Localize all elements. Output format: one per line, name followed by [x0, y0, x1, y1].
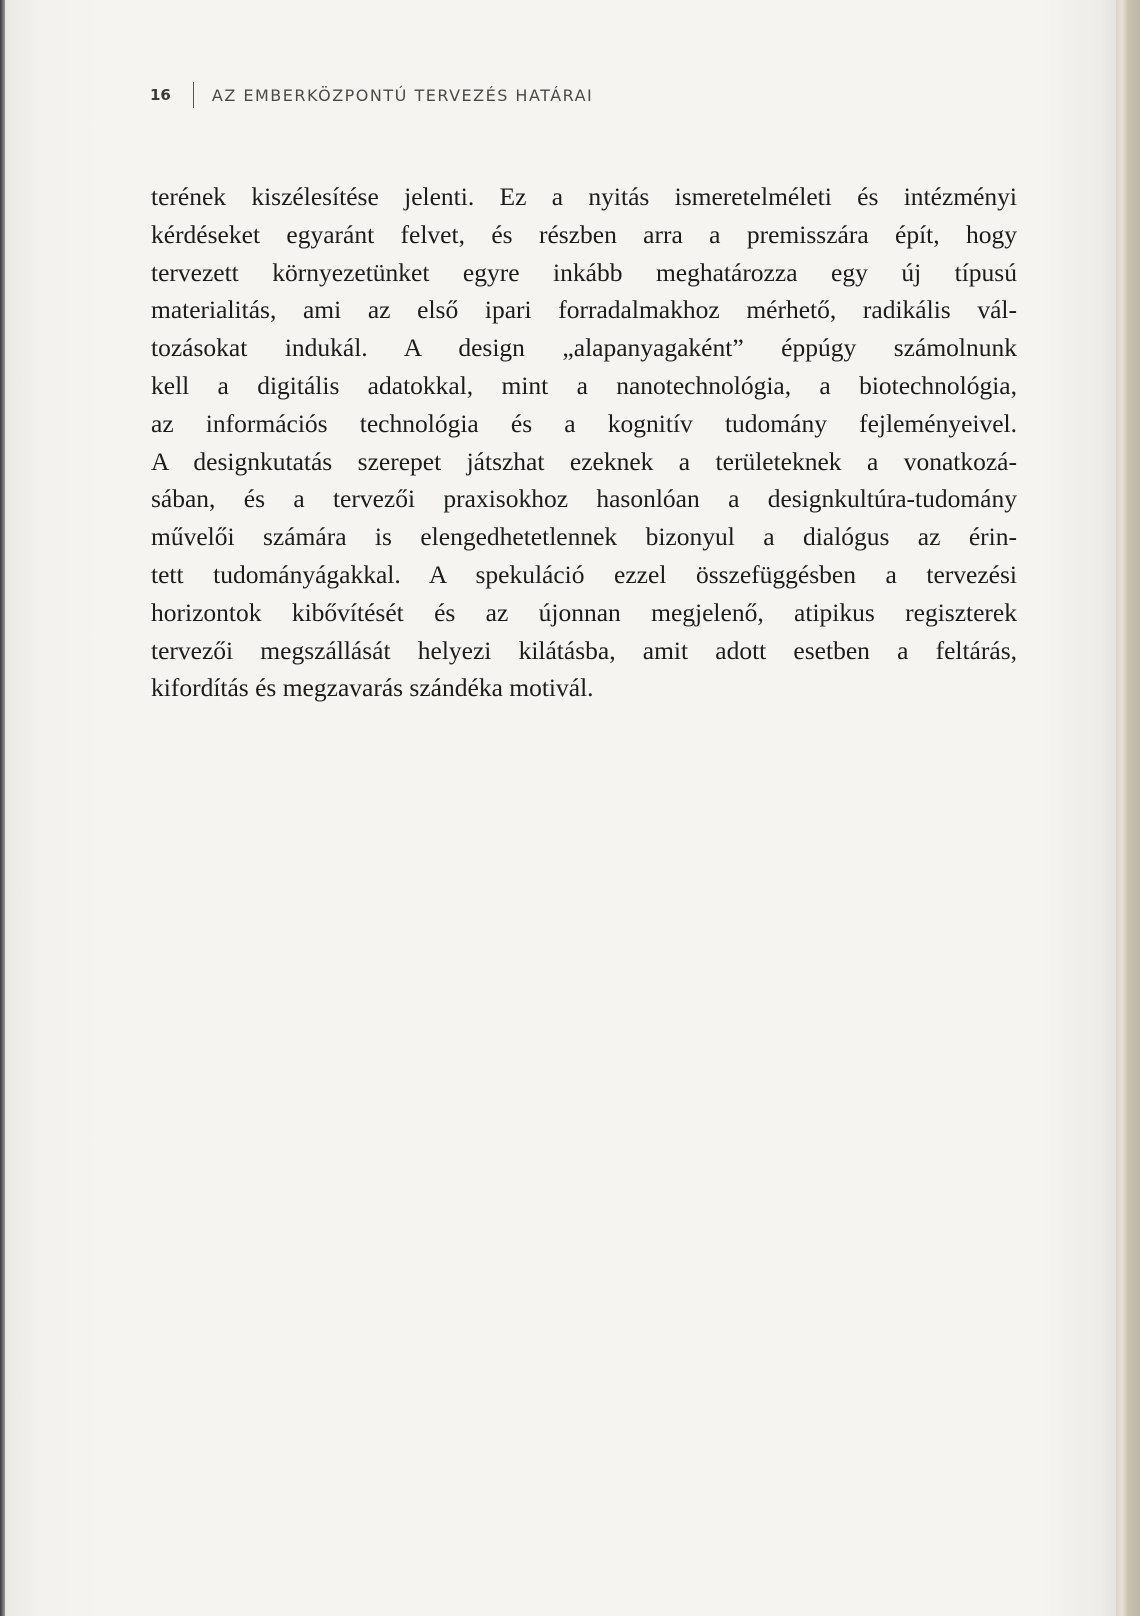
text-line: tett tudományágakkal. A spekuláció ezzel összefüggésben a tervezési	[151, 559, 1017, 589]
text-line: kell a digitális adatokkal, mint a nanotechnológia, a biotechnológia,	[151, 370, 1017, 400]
book-page-edge	[1116, 0, 1140, 1616]
text-line: A designkutatás szerepet játszhat ezeknek a területeknek a vonatkozá-	[151, 446, 1017, 476]
page-header	[150, 82, 593, 108]
page-number: 16	[150, 86, 171, 104]
text-line: kérdéseket egyaránt felvet, és részben arra a premisszára épít, hogy	[151, 219, 1017, 249]
text-line: tervezett környezetünket egyre inkább meghatározza egy új típusú	[151, 257, 1017, 287]
text-line: terének kiszélesítése jelenti. Ez a nyitás ismeretelméleti és intézményi	[151, 182, 1017, 211]
text-line: kifordítás és megzavarás szándéka motivál.	[151, 673, 594, 703]
text-line: materialitás, ami az első ipari forradalmakhoz mérhető, radikális vál-	[151, 295, 1017, 325]
body-paragraph	[151, 178, 1017, 707]
text-line: sában, és a tervezői praxisokhoz hasonlóan a designkultúra-tudomány	[151, 484, 1017, 514]
text-line: horizontok kibővítését és az újonnan megjelenő, atipikus regiszterek	[151, 597, 1017, 627]
running-title: AZ EMBERKÖZPONTÚ TERVEZÉS HATÁRAI	[211, 85, 594, 105]
text-line: művelői számára is elengedhetetlennek bizonyul a dialógus az érin-	[151, 522, 1017, 552]
header-divider	[193, 82, 194, 108]
text-line: az információs technológia és a kognitív tudomány fejleményeivel.	[151, 408, 1017, 438]
text-line: tozásokat indukál. A design „alapanyagaként” éppúgy számolnunk	[151, 333, 1017, 363]
scan-left-edge	[0, 0, 5, 1616]
text-line: tervezői megszállását helyezi kilátásba, amit adott esetben a feltárás,	[151, 635, 1017, 665]
